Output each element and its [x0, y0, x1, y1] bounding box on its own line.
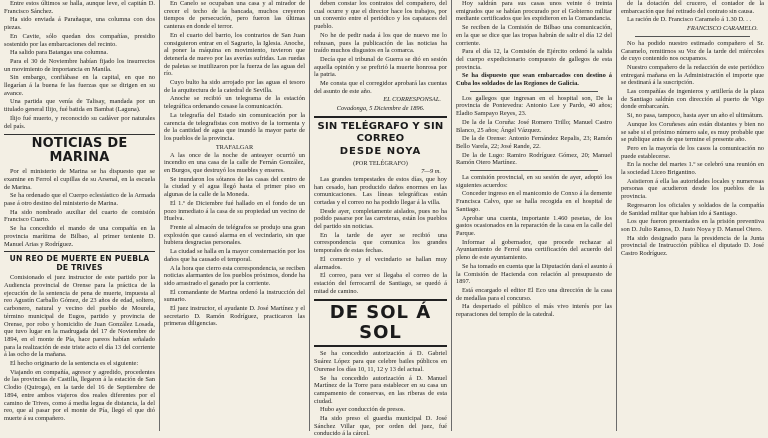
list-item: Los gallegos que ingresan en el hospital son, De la provincia de Pontevedra: Antonio Lee y Pardo, 40 años; Eladio Sampayo Reyes, 23.: [456, 94, 612, 118]
paragraph: Las compañías de ingenieros y artillería de la plaza de Santiago saldrán con dirección al puerto de Vigo donde embarcarán.: [621, 88, 764, 111]
list-item: De la de Orense: Antonio Fernández Repalis, 23; Ramón Bello Varela, 22; José Rande, 22.: [456, 135, 612, 150]
paragraph: Pero en la mayoría de los casos la comunicación no puede establecerse.: [621, 144, 764, 160]
column-2: [160, 0, 310, 431]
column-4: [452, 0, 617, 431]
paragraph: En Cavite, sólo quedan dos compañías, presidio sostenido por las embarcaciones del recinto.: [4, 32, 155, 48]
paragraph: Ha sido designado para la presidencia de la Junta provincial de Instrucción pública el diputado D. José Castro Rodríguez.: [621, 234, 764, 258]
paragraph: Sin embargo, confiábase en la capital, en que no llegarían á la buena fe las fuerzas que se dirigen en su avance.: [4, 74, 155, 97]
paragraph: No ha podido nuestro estimado compañero el Sr. Caramelo, remitirnos su Voz de la tarde del miércoles de cuyo contenido nos ocupamos.: [621, 39, 764, 63]
paragraph: La comisión provincial, en su sesión de ayer, adoptó los siguientes acuerdos:: [456, 174, 612, 189]
column-5: [617, 0, 768, 431]
divider: [635, 36, 750, 37]
paragraph: Conceder ingreso en el manicomio de Conxo á la demente Francisca Calvo, que se halla recogida en el hospital de Santiago.: [456, 190, 612, 213]
paragraph: Se ha ordenado que el Cuerpo eclesiástico de la Armada pase á otro destino del ministerio de Marina.: [4, 192, 155, 208]
list-item: De la de la Coruña: José Romero Trillo; Manuel Castro Blanco, 25 años; Ángel Vázquez.: [456, 118, 612, 134]
paragraph: Para el 30 de Noviembre habían fijado los insurrectos un movimiento de importancia en Manila.: [4, 57, 155, 73]
paragraph: Si, no pasa, tampoco, hasta ayer un año el ultimátum.: [627, 112, 764, 120]
por-telegrafo-label: (POR TELÉGRAFO): [353, 160, 408, 168]
paragraph: Regresaron los oficiales y soldados de la compañía de Sanidad militar que habían ido á Santiago.: [621, 201, 764, 217]
paragraph: Se ha tomado en cuenta que la Diputación dará el asunto á la Comisión de Hacienda con relación al presupuesto de 1897.: [456, 262, 612, 286]
section-heading-reo: UN REO DE MUERTE EN PUEBLA DE TRIVES: [4, 251, 155, 272]
paragraph: Entre estos últimos se halla, aunque leve, el capitán D. Francisco Sánchez.: [4, 0, 155, 15]
paragraph: Me consta que el corregidor aprobará las cuentas del asunto de este año.: [314, 80, 447, 95]
paragraph: de la dotación del crucero, el contador de la embarcación que fué retirado del contrato sin causa.: [621, 0, 764, 15]
paragraph: Por el ministerio de Marina se ha dispuesto que se examine en Ferrol el cupillas de su Arsenal, en la escuela de Marina.: [4, 168, 155, 191]
time-label: 7—9 m.: [421, 168, 441, 176]
paragraph: Desde ayer, completamente aislados, pues no ha podido pasarse por las carreteras, están los pueblos del partido sin noticias.: [314, 207, 447, 231]
paragraph: Se ha dispuesto que sean embarcados con destino á Cuba los soldados de las Regiones de Galicia.: [456, 72, 612, 88]
paragraph: La telegrafía del Estado sin comunicación por la carencia de telegrafistas con motivo de la tormenta y de la cantidad de agua que inundó la mayor parte de los pueblos de la provincia.: [164, 111, 305, 142]
column-1: [0, 0, 160, 431]
subsection-heading: TRAFALGAR: [215, 143, 254, 151]
paragraph: Las grandes tempestades de estos días, que hoy han cesado, han producido daños enormes en las comunicaciones. Las líneas telegráficas están cortadas y el correo no ha podido llegar á la villa.: [314, 175, 447, 206]
paragraph: Se inundaron los sótanos de las casas del centro de la ciudad y el agua llegó hasta el primer piso en algunas de la calle de la Moneda.: [164, 175, 305, 199]
paragraph: El comandante de Marina ordenó la instrucción del sumario.: [164, 288, 305, 304]
section-heading-marina: NOTICIAS DE MARINA: [4, 134, 155, 165]
paragraph: Nuestro compañero de la redacción de este periódico entregará mañana en la Administración el importe que se destinará á la suscripción.: [621, 63, 764, 87]
paragraph: La ciudad se halla en la mayor consternación por los daños que ha causado el temporal.: [164, 248, 305, 263]
list-item: De la de Lugo: Ramiro Rodríguez Gómez, 20; Manuel Ramón Otero Martínez.: [456, 151, 612, 167]
paragraph: A las once de la noche de anteayer ocurrió un incendio en una casa de la calle de Fernán González, en Burgos, que destruyó los muebles y enseres.: [164, 151, 305, 175]
paragraph: Está encargado el editor El Eco una dirección de la casa de medallas para el concurso.: [456, 286, 612, 302]
paragraph: En el cuarto del barrio, los contrarios de San Juan consiguieron entrar en el Sagrario, la Iglesia. Anoche, al poner la máquina en movimiento, tuvieron que detenerla de nuevo por las averías sufridas. Las ruedas de paletas se inutilizaron por la fuerza de las aguas del río.: [164, 31, 305, 78]
paragraph: Ha sido nombrado auxiliar del cuarto de comisión Francisco Cuarto.: [4, 208, 155, 224]
signature: FRANCISCO CARAMELO.: [686, 25, 758, 33]
paragraph: Ha despertado el público el más vivo interés por las reparaciones del templo de la catedral.: [456, 303, 612, 319]
paragraph: El comercio y el vecindario se hallan muy alarmados.: [314, 255, 447, 271]
paragraph: El 1.º de Diciembre fué hallado en el fondo de un pozo inmediato á la casa de su propiedad un vecino de Huelva.: [164, 199, 305, 223]
dateline: Covadonga, 5 Diciembre de 1896.: [336, 105, 425, 113]
paragraph: En la tarde de ayer se recibió una correspondencia que comunica los grandes temporales de estas fechas.: [314, 231, 447, 255]
headline-de-sol-a-sol: DE SOL Á SOL: [314, 299, 447, 347]
paragraph: Se ha concedido autorización á D. Manuel Martínez de la Torre para establecer en su casa un campamento de conservas, en las riberas de esta ciudad.: [314, 374, 447, 405]
paragraph: El hecho originario de la sentencia es el siguiente:: [10, 360, 139, 368]
paragraph: A la hora que cierro esta correspondencia, se reciben noticias alarmantes de los pueblos próximos, donde ha sido arrastrado el ganado por la corriente.: [164, 264, 305, 287]
paragraph: Aunque los Coruñeses aún están distantes y bien no se sabe si el próximo número sale, es muy probable que se publique antes de que termine el presente año.: [621, 120, 764, 144]
paragraph: Cuyo bulto ha sido arrojado por las aguas el tesoro de la arquitectura de la catedral de Sevilla.: [164, 79, 305, 94]
paragraph: En la noche del martes 1.º se celebró una reunión en la sociedad Liceo Brigantino.: [621, 161, 764, 177]
paragraph: Asistieron á ella las autoridades locales y numerosas personas que acudieron desde los pueblos de la provincia.: [621, 177, 764, 201]
paragraph: Ha sido enviada á Parañaque, una columna con dos piezas.: [4, 16, 155, 32]
paragraph: Viajando en compañía, agresor y agredido, procedentes de las provincias de Castilla, llegaron á la estación de San Clodio (Quiroga), en la tarde del 16 de Septiembre de 1894, entre ambos viajeros dos reales diferentes por el camino de Trives, como á media legua de distancia, la del reo, que al pasar por el monte de Pía, llegó el que dió muerte á su compañero.: [4, 368, 155, 422]
headline-desde-noya: DESDE NOYA: [339, 146, 422, 158]
paragraph: Se ha concedido el mando de una compañía en la provincia marítima de Bilbao, al primer teniente D. Manuel Arias y Rodríguez.: [4, 225, 155, 248]
paragraph: Para el día 12, la Comisión de Ejército ordenó la salida del cuerpo expedicionario compuesto de gallegos de esta provincia.: [456, 48, 612, 71]
divider: [470, 91, 598, 92]
signature: EL CORRESPONSAL.: [383, 96, 441, 104]
paragraph: Comisionado el juez instructor de este partido por la Audiencia provincial de Orense para la práctica de la ejecución de la sentencia de pena de muerte, impuesta al reo Agustín Carballo Gómez, de 23 años de edad, soltero, carbonero, natural y vecino del pueblo de Mourela, término municipal de Eugos, partido y provincia de Orense, por robo y homicidio de Juan González Losada, que tuvo lugar en la madrugada del 17 de Noviembre de 1894, en el monte de Pía, hace pareos habían señalado para la realización de este triste acto el día 13 del corriente á las ocho de la mañana.: [4, 274, 155, 359]
paragraph: El correo, para ver si llegaba el correo de la estación del ferrocarril de Santiago, se quedó á mitad de camino.: [314, 272, 447, 295]
paragraph: En Canelo se ocupaban una casa y al mirador de crecer el techo de la bancada, muchos creyeron tiempos de persecución, pero fueron las últimas canteras en donde el terror.: [164, 0, 305, 31]
paragraph: Anoche se recibió un telegrama de la estación telegráfica ordenando cesase la comunicación.: [164, 95, 305, 111]
paragraph: Los que fueron presentados en la prisión preventiva son D. Julio Ramos, D. Justo Noya y D. Manuel Otero.: [621, 218, 764, 233]
paragraph: La ración de D. Francisco Caramelo á 1.30 D. . .: [627, 16, 752, 24]
headline-sin-telegrafo: SIN TELÉGRAFO Y SIN CORREO: [314, 116, 447, 145]
paragraph: Hubo ayer conducción de presos.: [320, 406, 406, 414]
paragraph: deben constar los contratos del compañero, del cual ocurre y que el director hace los trabajos, por un convenio entre el periódico y los capataces del pueblo.: [314, 0, 447, 31]
column-3: [310, 0, 452, 438]
paragraph: Frente al almacén de telégrafos se produjo una gran explosión que causó alarma en el vecindario, sin que hubiera desgracias personales.: [164, 223, 305, 247]
paragraph: Ilijo fué muerto, y reconocido su cadáver por naturales del país.: [4, 114, 155, 130]
divider: [470, 170, 598, 171]
paragraph: Hoy saldrán para sus casas unos veinte ó treinta emigrados que se habían procurado por el Gobierno militar mediante certificados que les expidieron en la Comandancia.: [456, 0, 612, 23]
paragraph: Ha salido para Batangas una columna.: [10, 49, 108, 57]
paragraph: No he de pedir nada á los que de nuevo me lo rehusan, pues la publicación de las noticias ha traído muchos disgustos en la comarca.: [314, 31, 447, 55]
paragraph: Se ha concedido autorización á D. Gabriel Suárez López para que celebre bailes públicos en Ourense los días 10, 11, 12 y 13 del actual.: [314, 350, 447, 373]
paragraph: Decía que el tribunal de Guerra se dió en sesión aquella opinión y se prefirió la muerte honrosa por la patria.: [314, 55, 447, 79]
paragraph: Una partida que venía de Talisay, mandada por un titulado general Ilijo, fué batida en Bambat (Laguna).: [4, 98, 155, 114]
paragraph: Se reciben de la Comisión de Bilbao una comunicación, en la que se dice que las tropas habrán de salir el día 12 del corriente.: [456, 24, 612, 47]
paragraph: Aprobar una cuenta, importante 1.460 pesetas, de los gastos ocasionados en la reparación de la casa en la calle del Parque.: [456, 214, 612, 237]
paragraph: El juez instructor, el ayudante D. José Martínez y el secretario D. Ramón Rodríguez, practicaron las primeras diligencias.: [164, 305, 305, 328]
paragraph: Informar al gobernador, que procede rechazar al Ayuntamiento de Ferrol una certificación del acuerdo del pleno de este ayuntamiento.: [456, 238, 612, 262]
paragraph: Ha sido preso el guardia municipal D. José Sánchez Villar que, por orden del juez, fué conducido á la cárcel.: [314, 415, 447, 438]
